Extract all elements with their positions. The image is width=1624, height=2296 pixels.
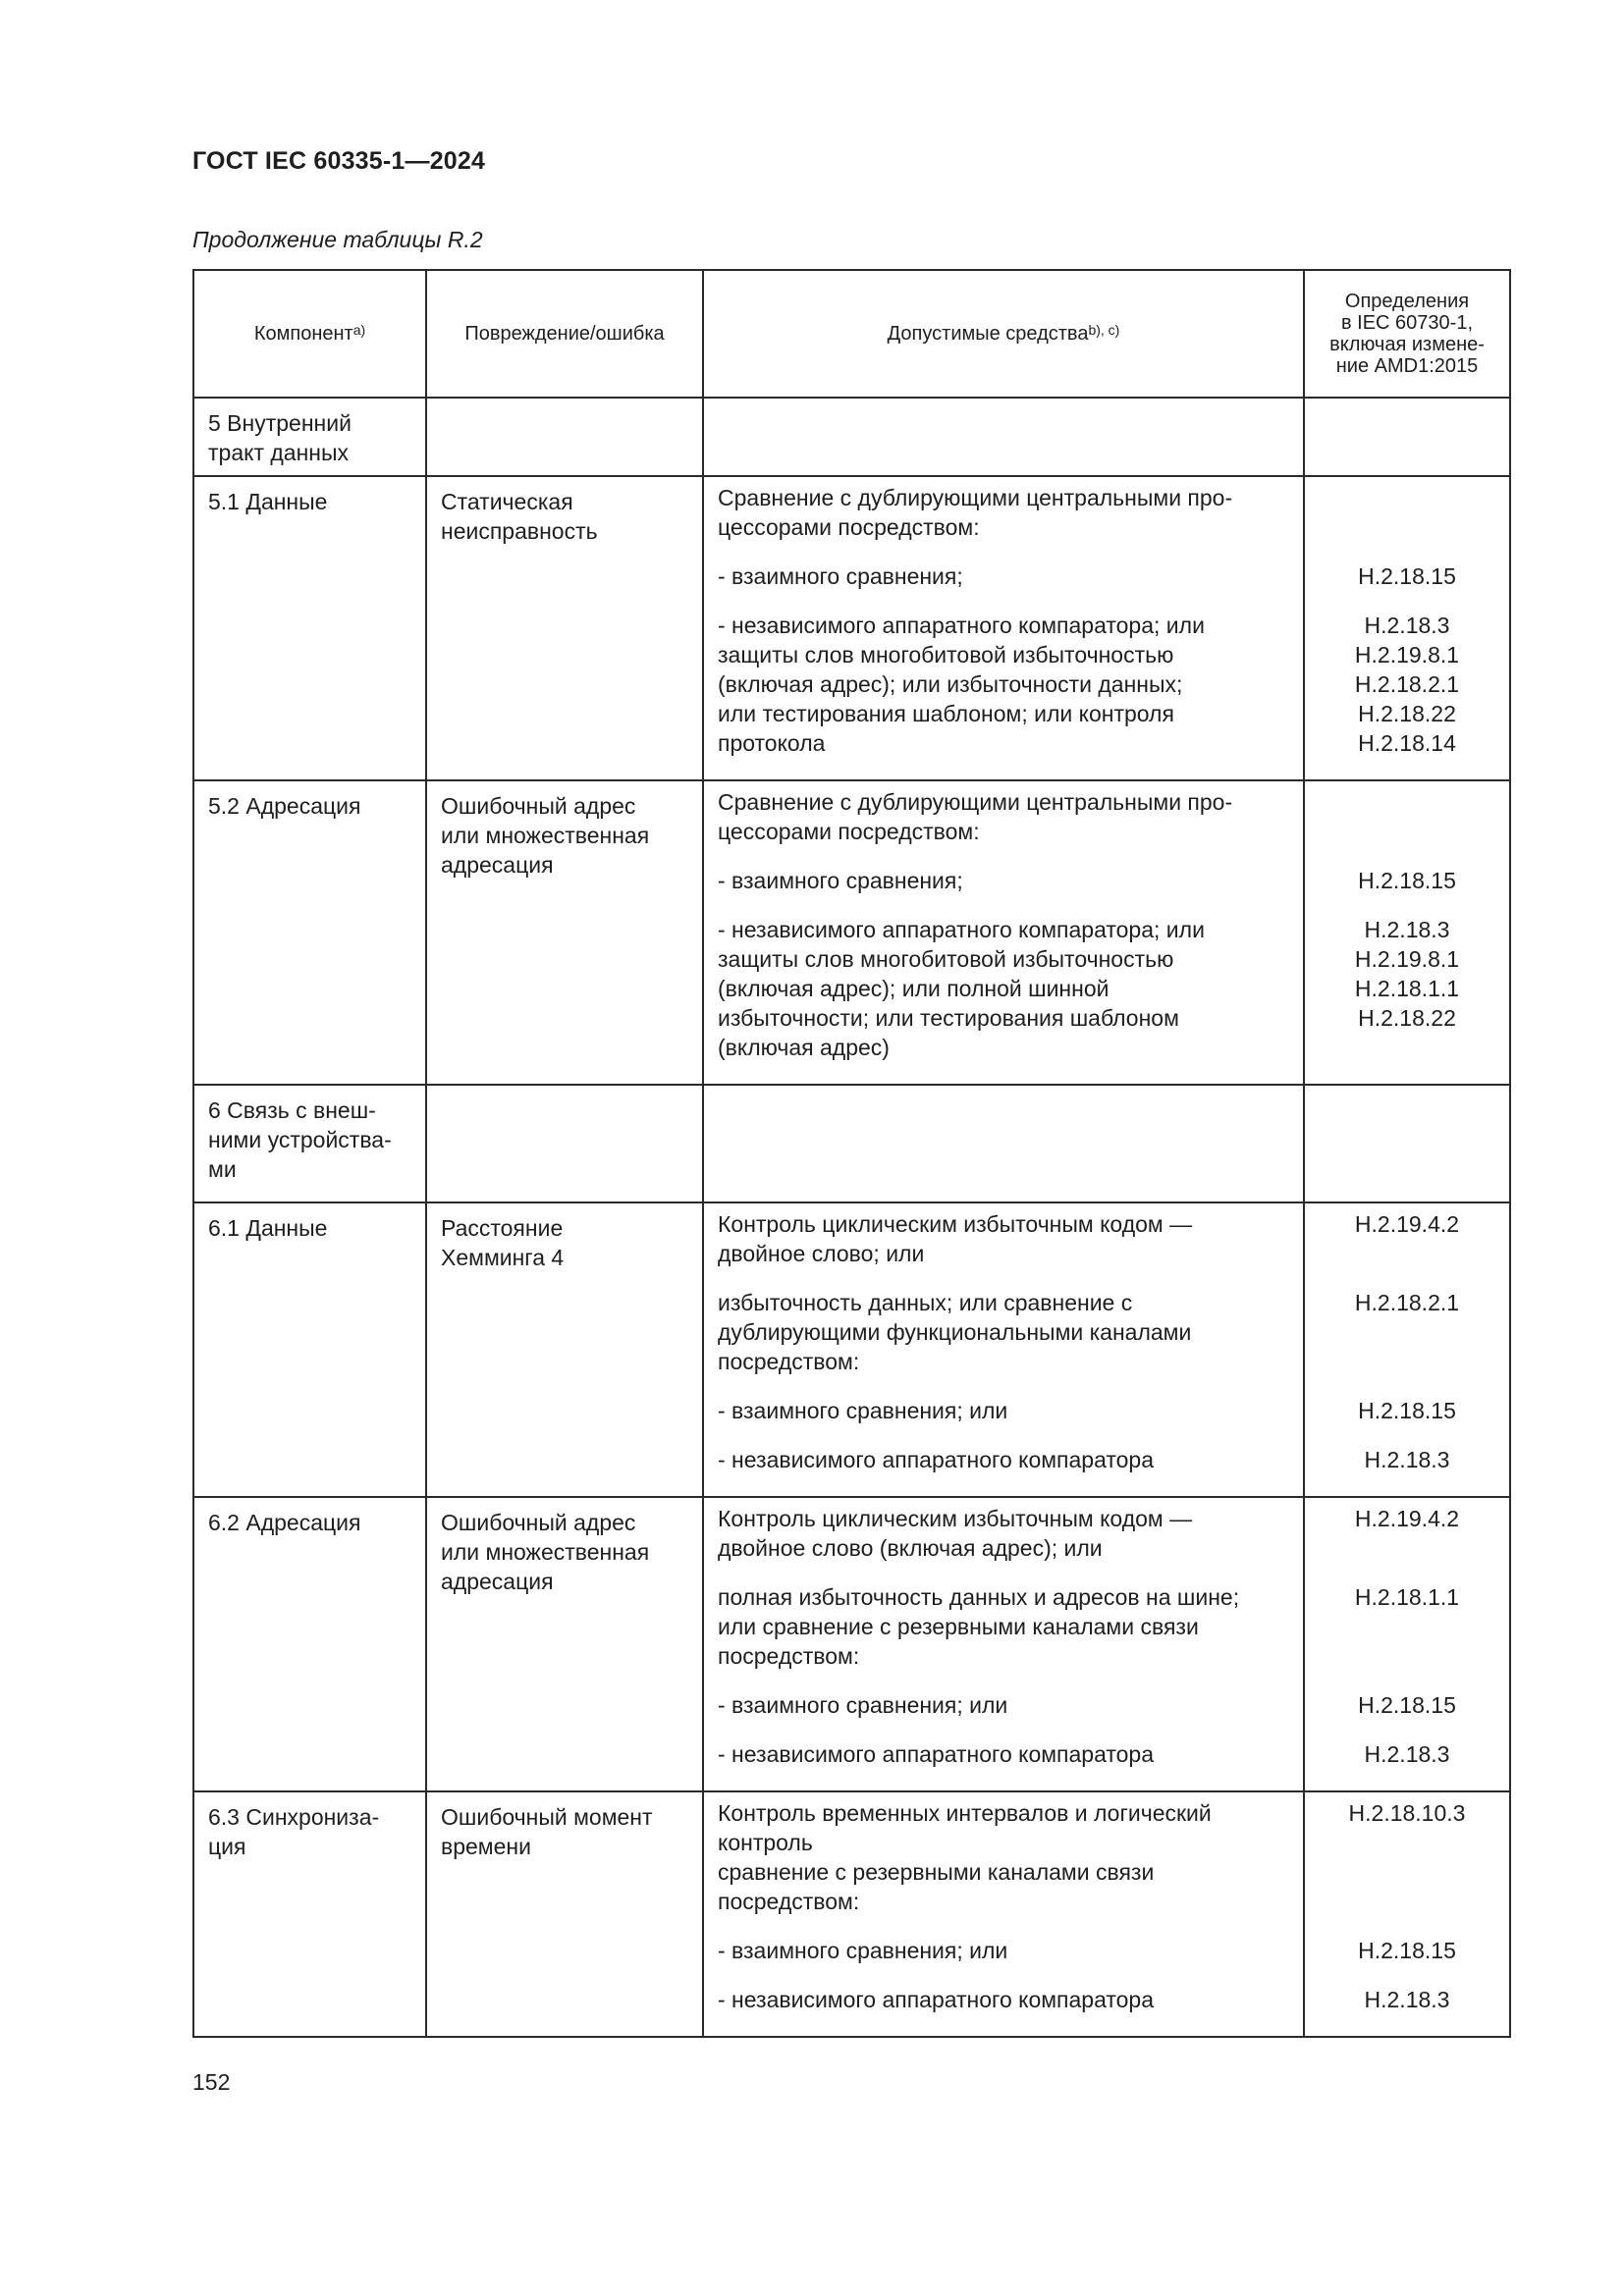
component-text: ми [208, 1156, 237, 1182]
table-caption: Продолжение таблицы R.2 [192, 227, 483, 252]
means-text: цессорами посредством: [718, 819, 980, 844]
means-table [192, 269, 1511, 2038]
means-text: - взаимного сравнения; или [718, 1398, 1008, 1423]
fault-text: адресация [441, 852, 554, 878]
means-text: Контроль циклическим избыточным кодом — [718, 1506, 1193, 1531]
refs-block [1319, 1985, 1495, 2014]
means-cell [703, 780, 1304, 1085]
refs-block [1319, 483, 1495, 542]
means-text: - взаимного сравнения; или [718, 1938, 1008, 1963]
ref-text [1319, 1612, 1495, 1641]
table-row [193, 476, 1510, 780]
table-row [193, 1791, 1510, 2037]
means-cell [703, 1497, 1304, 1791]
ref-text: H.2.18.14 [1358, 730, 1456, 756]
means-text: - взаимного сравнения; или [718, 1692, 1008, 1718]
table-row [193, 780, 1510, 1085]
ref-text: H.2.18.3 [1364, 1741, 1450, 1767]
table-row [193, 1497, 1510, 1791]
means-text: - независимого аппаратного компаратора [718, 1741, 1155, 1767]
component-text: 5 Внутренний [208, 410, 352, 436]
refs-block [1319, 787, 1495, 846]
table-header-row [193, 270, 1510, 398]
means-block [718, 1582, 1289, 1671]
refs-cell [1304, 1085, 1510, 1202]
header-definitions-line: включая измене- [1329, 334, 1485, 355]
header-definitions-line: ние AMD1:2015 [1335, 355, 1479, 377]
component-text: 6.1 Данные [208, 1215, 328, 1241]
ref-text [1319, 787, 1495, 817]
means-text: защиты слов многобитовой избыточностью [718, 946, 1174, 972]
means-text: - взаимного сравнения; [718, 563, 963, 589]
means-block [718, 915, 1289, 1062]
header-component-label: Компонент [253, 323, 353, 345]
ref-text [1319, 512, 1495, 542]
component-cell [193, 1497, 426, 1791]
fault-text: Статическая [441, 489, 573, 514]
ref-text [1319, 817, 1495, 846]
means-text: - независимого аппаратного компаратора; или [718, 613, 1205, 638]
ref-text [1319, 1887, 1495, 1916]
means-text: двойное слово (включая адрес); или [718, 1535, 1103, 1561]
refs-block [1319, 1445, 1495, 1474]
ref-text: H.2.18.3 [1364, 613, 1450, 638]
component-text: 6.3 Синхрониза- [208, 1804, 380, 1830]
refs-block [1319, 866, 1495, 895]
means-block [718, 483, 1289, 542]
means-text: цессорами посредством: [718, 514, 980, 540]
refs-block [1319, 611, 1495, 758]
ref-text: H.2.18.15 [1358, 868, 1456, 893]
means-text: - независимого аппаратного компаратора [718, 1987, 1155, 2012]
means-text: - взаимного сравнения; [718, 868, 963, 893]
means-text: Сравнение с дублирующими центральными про- [718, 789, 1233, 815]
means-block [718, 1690, 1289, 1720]
header-definitions [1304, 270, 1510, 398]
ref-text: H.2.18.1.1 [1354, 976, 1460, 1001]
ref-text: H.2.18.15 [1358, 1938, 1456, 1963]
refs-cell [1304, 1202, 1510, 1497]
fault-cell [426, 1791, 703, 2037]
means-cell [703, 398, 1304, 476]
means-block [718, 1504, 1289, 1563]
component-cell [193, 1791, 426, 2037]
component-text: 6.2 Адресация [208, 1510, 361, 1535]
ref-text: H.2.18.2.1 [1354, 671, 1460, 697]
fault-cell [426, 476, 703, 780]
component-text: тракт данных [208, 440, 350, 465]
means-text: или тестирования шаблоном; или контроля [718, 701, 1174, 726]
means-text: или сравнение с резервными каналами связи [718, 1614, 1199, 1639]
fault-cell [426, 1202, 703, 1497]
means-text: - независимого аппаратного компаратора; или [718, 917, 1205, 942]
ref-text: H.2.19.4.2 [1354, 1506, 1460, 1531]
refs-cell [1304, 1791, 1510, 2037]
ref-text [1319, 483, 1495, 512]
table-row [193, 1085, 1510, 1202]
header-means [703, 270, 1304, 398]
fault-text: Ошибочный момент [441, 1804, 653, 1830]
means-cell [703, 1085, 1304, 1202]
means-block [718, 1396, 1289, 1425]
ref-text [1319, 1828, 1495, 1857]
means-block [718, 1209, 1289, 1268]
header-fault [426, 270, 703, 398]
component-text: 6 Связь с внеш- [208, 1097, 376, 1123]
header-component-note: a) [352, 322, 366, 338]
ref-text: H.2.18.3 [1364, 917, 1450, 942]
ref-text: H.2.18.1.1 [1354, 1584, 1460, 1610]
fault-text: Ошибочный адрес [441, 1510, 636, 1535]
fault-cell [426, 398, 703, 476]
refs-cell [1304, 476, 1510, 780]
means-text: (включая адрес); или полной шинной [718, 976, 1110, 1001]
means-text: двойное слово; или [718, 1241, 925, 1266]
ref-text: H.2.18.15 [1358, 1398, 1456, 1423]
refs-cell [1304, 780, 1510, 1085]
ref-text [1319, 1533, 1495, 1563]
header-definitions-line: Определения [1344, 291, 1470, 312]
means-text: посредством: [718, 1349, 860, 1374]
fault-text: Хемминга 4 [441, 1245, 565, 1270]
means-text: - независимого аппаратного компаратора [718, 1447, 1155, 1472]
refs-block [1319, 561, 1495, 591]
fault-text: или множественная [441, 1539, 650, 1565]
refs-cell [1304, 398, 1510, 476]
means-cell [703, 476, 1304, 780]
means-block [718, 1445, 1289, 1474]
means-text: Контроль временных интервалов и логический [718, 1800, 1212, 1826]
ref-text: H.2.18.22 [1358, 1005, 1456, 1031]
fault-text: Расстояние [441, 1215, 564, 1241]
means-text: избыточности; или тестирования шаблоном [718, 1005, 1179, 1031]
ref-text: H.2.18.3 [1364, 1987, 1450, 2012]
component-text: ция [208, 1834, 246, 1859]
ref-text: H.2.19.8.1 [1354, 946, 1460, 972]
fault-text: неисправность [441, 518, 598, 544]
ref-text: H.2.18.15 [1358, 1692, 1456, 1718]
table-row [193, 1202, 1510, 1497]
ref-text: H.2.18.10.3 [1348, 1800, 1466, 1826]
means-text: сравнение с резервными каналами связи [718, 1859, 1155, 1885]
header-means-note: b), c) [1088, 322, 1120, 338]
component-text: ними устройства- [208, 1127, 392, 1152]
ref-text [1319, 1239, 1495, 1268]
ref-text: H.2.18.3 [1364, 1447, 1450, 1472]
means-text: посредством: [718, 1643, 860, 1669]
means-block [718, 1985, 1289, 2014]
ref-text: H.2.18.15 [1358, 563, 1456, 589]
means-text: дублирующими функциональными каналами [718, 1319, 1192, 1345]
component-cell [193, 1085, 426, 1202]
refs-block [1319, 915, 1495, 1033]
means-block [718, 1739, 1289, 1769]
fault-text: Ошибочный адрес [441, 793, 636, 819]
page-number: 152 [192, 2069, 231, 2095]
means-block [718, 1798, 1289, 1916]
fault-cell [426, 780, 703, 1085]
means-cell [703, 1791, 1304, 2037]
means-block [718, 611, 1289, 758]
refs-block [1319, 1798, 1495, 1916]
means-block [718, 787, 1289, 846]
ref-text [1319, 1641, 1495, 1671]
refs-cell [1304, 1497, 1510, 1791]
refs-block [1319, 1936, 1495, 1965]
fault-text: времени [441, 1834, 531, 1859]
header-fault-label: Повреждение/ошибка [464, 323, 665, 345]
table-row [193, 398, 1510, 476]
ref-text [1319, 1857, 1495, 1887]
means-text: контроль [718, 1830, 813, 1855]
means-text: Контроль циклическим избыточным кодом — [718, 1211, 1193, 1237]
means-text: защиты слов многобитовой избыточностью [718, 642, 1174, 667]
refs-block [1319, 1739, 1495, 1769]
means-block [718, 1288, 1289, 1376]
means-block [718, 866, 1289, 895]
ref-text: H.2.19.8.1 [1354, 642, 1460, 667]
component-text: 5.1 Данные [208, 489, 328, 514]
means-block [718, 561, 1289, 591]
ref-text: H.2.18.22 [1358, 701, 1456, 726]
ref-text [1319, 1347, 1495, 1376]
ref-text: H.2.18.2.1 [1354, 1290, 1460, 1315]
refs-block [1319, 1504, 1495, 1563]
header-definitions-line: в IEC 60730-1, [1340, 312, 1474, 334]
fault-cell [426, 1497, 703, 1791]
component-cell [193, 476, 426, 780]
refs-block [1319, 1690, 1495, 1720]
means-text: (включая адрес) [718, 1035, 890, 1060]
ref-text [1319, 1317, 1495, 1347]
header-means-label: Допустимые средства [887, 323, 1089, 345]
means-text: (включая адрес); или избыточности данных; [718, 671, 1183, 697]
refs-block [1319, 1209, 1495, 1268]
component-cell [193, 1202, 426, 1497]
fault-cell [426, 1085, 703, 1202]
refs-block [1319, 1396, 1495, 1425]
means-block [718, 1936, 1289, 1965]
means-text: Сравнение с дублирующими центральными про- [718, 485, 1233, 510]
document-title: ГОСТ IEC 60335-1—2024 [192, 147, 486, 175]
ref-text: H.2.19.4.2 [1354, 1211, 1460, 1237]
means-text: полная избыточность данных и адресов на шине; [718, 1584, 1240, 1610]
component-text: 5.2 Адресация [208, 793, 361, 819]
component-cell [193, 780, 426, 1085]
means-text: протокола [718, 730, 826, 756]
means-text: избыточность данных; или сравнение с [718, 1290, 1133, 1315]
fault-text: адресация [441, 1569, 554, 1594]
means-text: посредством: [718, 1889, 860, 1914]
means-cell [703, 1202, 1304, 1497]
component-cell [193, 398, 426, 476]
refs-block [1319, 1582, 1495, 1671]
refs-block [1319, 1288, 1495, 1376]
fault-text: или множественная [441, 823, 650, 848]
header-component [193, 270, 426, 398]
